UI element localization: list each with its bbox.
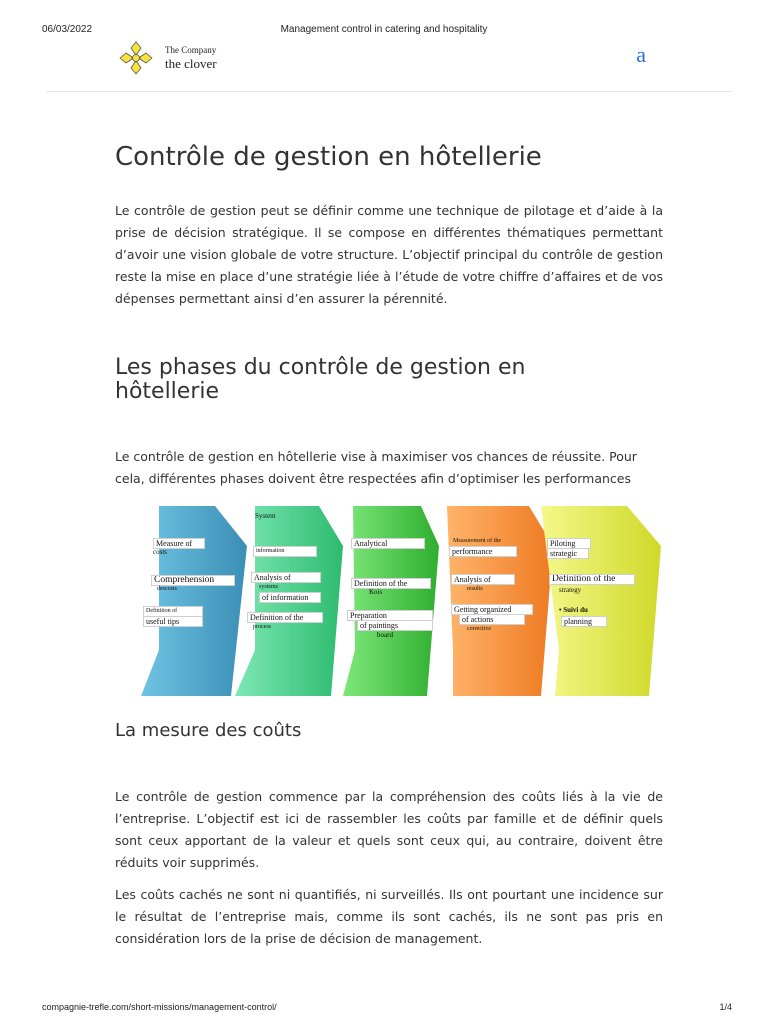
phase-item: Definition of [143, 606, 203, 617]
costs-paragraph-1: Le contrôle de gestion commence par la compréhension des coûts liés à la vie de l’entreprise. L’objectif est ici de rassembler les coûts par famille et de définir quels sont ceux apportant de la valeur et quels sont ceux qui, au contraire, doivent être réduits voir supprimés. [115, 789, 663, 870]
phase-item: useful tips [143, 616, 203, 627]
site-logo[interactable] [118, 40, 238, 80]
phase-item: Definition of the [247, 612, 323, 623]
phase-item: board [377, 631, 393, 639]
phase-item: Kois [369, 588, 383, 596]
logo-text-top: The Company [165, 45, 217, 55]
phase-item: of actions [459, 614, 525, 625]
logo-text-bottom: the clover [165, 56, 217, 71]
intro-paragraph: Le contrôle de gestion peut se définir comme une technique de pilotage et d’aide à la prise de décision stratégique. Il se compose en différentes thématiques permettant d’avoir une vision globale de votre structure. L’objectif principal du contrôle de gestion reste la mise en place d’une stratégie liée à l’étude de votre chiffre d’affaires et de vos dépenses permettant ainsi d’en assurer la pérennité. [115, 203, 663, 306]
phase-5-shape [535, 500, 665, 710]
phase-item: Measure of [153, 538, 205, 549]
phase-item: of information [259, 592, 321, 603]
phase-item: Preparation [347, 610, 433, 621]
costs-heading: La mesure des coûts [115, 720, 302, 741]
phases-diagram [135, 500, 665, 710]
phase-item: Analytical [351, 538, 425, 549]
phases-heading: Les phases du contrôle de gestion en hôtellerie [115, 355, 526, 404]
print-doc-title: Management control in catering and hospitality [280, 24, 488, 35]
print-footer [0, 1002, 768, 1016]
phase-item: Analysis of [251, 572, 321, 583]
phase-item: information [253, 546, 317, 557]
phase-item: Piloting [547, 538, 591, 549]
phases-intro-paragraph: Le contrôle de gestion en hôtellerie vise à maximiser vos chances de réussite. Pour cela, différentes phases doivent être respectées afin d’optimiser les performances [115, 449, 637, 486]
phase-item: Analysis of [451, 574, 515, 585]
phase-item: Measurement of the [453, 538, 501, 544]
phase-item: performance [449, 546, 517, 557]
phase-item: descosts [157, 586, 177, 592]
page-title: Contrôle de gestion en hôtellerie [115, 142, 542, 172]
phase-item: strategy [559, 586, 582, 594]
phase-item: Getting organized [451, 604, 533, 615]
phase-item: Definition of the [549, 574, 635, 585]
language-link[interactable]: a [636, 42, 646, 67]
print-page-number: 1/4 [719, 1002, 732, 1012]
phase-item: of paintings [357, 620, 433, 631]
print-header [0, 24, 768, 38]
print-url: compagnie-trefle.com/short-missions/management-control/ [42, 1002, 277, 1012]
phase-item: System [255, 512, 276, 520]
phase-item: costs [153, 548, 167, 556]
clover-logo-icon [118, 40, 154, 76]
phase-item: process [253, 624, 271, 630]
costs-paragraph-2: Les coûts cachés ne sont ni quantifiés, ni surveillés. Ils ont pourtant une incidence sur le résultat de l’entreprise mais, comme ils sont cachés, ils ne sont pas pris en considération lors de la prise de décision de management. [115, 887, 663, 946]
phase-item: Definition of the [351, 578, 431, 589]
phase-item: results [467, 586, 483, 592]
phase-strategic-piloting [535, 500, 657, 710]
phase-item: planning [561, 616, 607, 627]
print-date: 06/03/2022 [42, 24, 93, 35]
phase-item: • Suivi du [559, 606, 588, 614]
phase-item: corrective [467, 626, 491, 632]
phase-item: systems [259, 584, 279, 590]
site-header [46, 38, 732, 92]
phase-item: Comprehension [151, 575, 235, 586]
phase-item: strategic [547, 548, 589, 559]
